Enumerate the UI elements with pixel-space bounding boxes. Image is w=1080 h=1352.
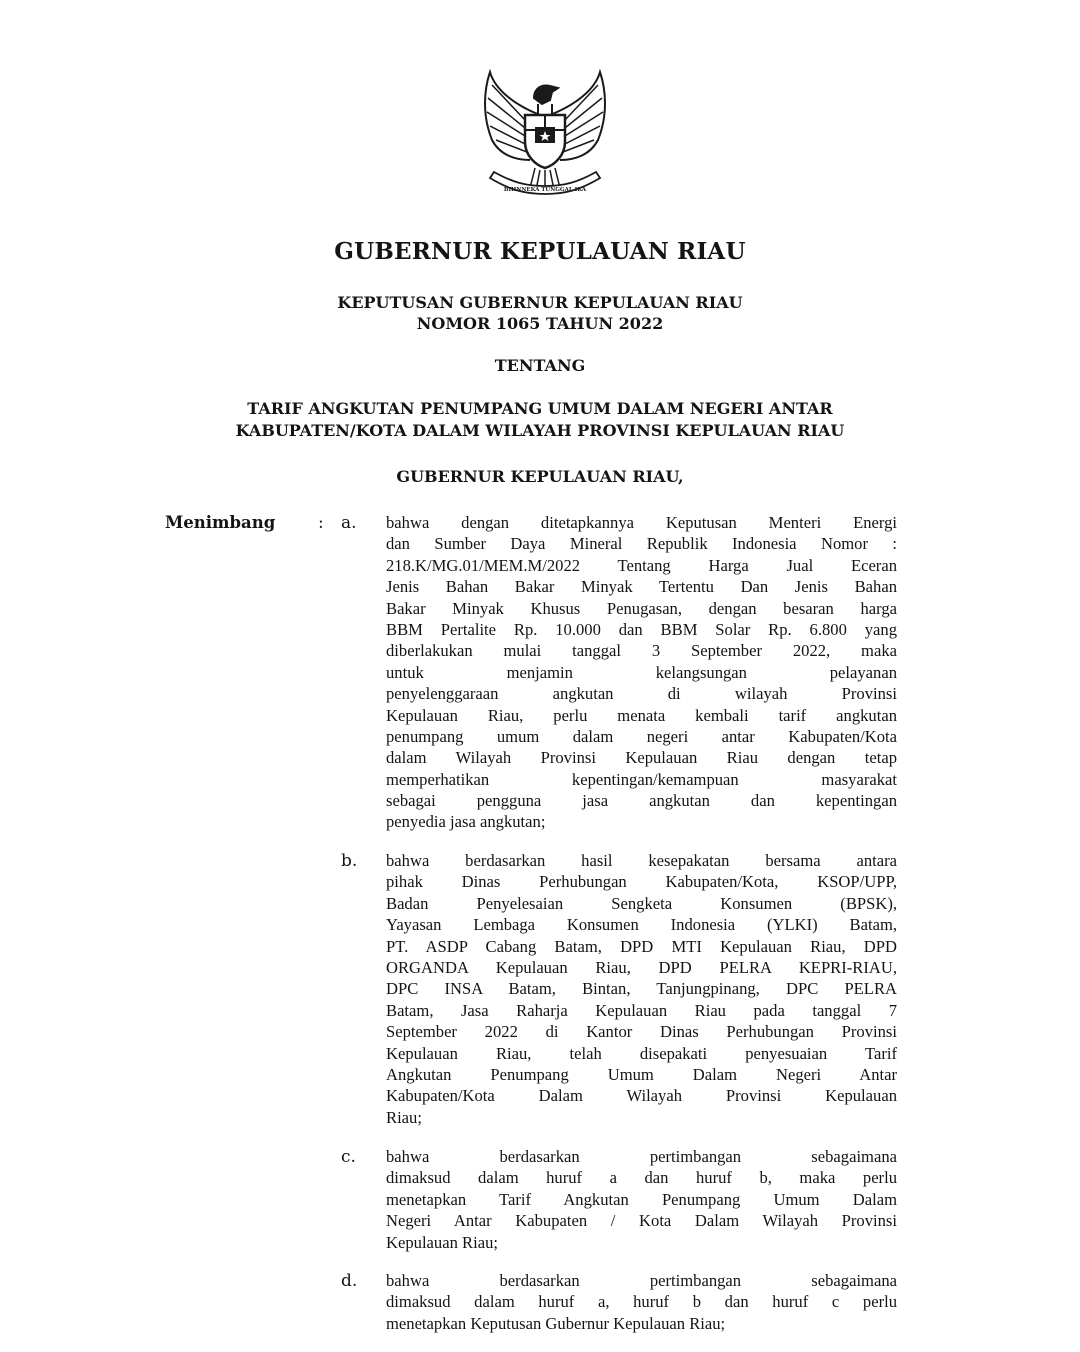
subject-line-2: KABUPATEN/KOTA DALAM WILAYAH PROVINSI KEPULAUAN RIAU (235, 421, 845, 440)
item-line: Riau; (386, 1107, 422, 1127)
subject-line-1: TARIF ANGKUTAN PENUMPANG UMUM DALAM NEGERI ANTAR (247, 399, 833, 418)
item-line: BBM Pertalite Rp. 10.000 dan BBM Solar Rp. 6.800 yang (386, 619, 897, 639)
item-line: PT. ASDP Cabang Batam, DPD MTI Kepulauan Riau, DPD (386, 936, 897, 956)
item-line: DPC INSA Batam, Bintan, Tanjungpinang, DPC PELRA (386, 979, 897, 999)
item-line: Kepulauan Riau, telah disepakati penyesuaian Tarif (386, 1043, 897, 1063)
item-line: dimaksud dalam huruf a dan huruf b, maka perlu (386, 1168, 897, 1188)
item-letter-c: c. (341, 1147, 356, 1167)
item-line: bahwa berdasarkan pertimbangan sebagaimana (386, 1147, 897, 1166)
item-line: Angkutan Penumpang Umum Dalam Negeri Antar (386, 1064, 897, 1084)
item-line: Batam, Jasa Raharja Kepulauan Riau pada tanggal 7 (386, 1000, 897, 1020)
decree-line-1: KEPUTUSAN GUBERNUR KEPULAUAN RIAU (337, 293, 743, 312)
item-letter-b: b. (341, 851, 358, 871)
menimbang-colon: : (318, 513, 324, 533)
subject-heading (0, 398, 1080, 442)
item-line: pihak Dinas Perhubungan Kabupaten/Kota, KSOP/UPP, (386, 872, 897, 892)
document-title: GUBERNUR KEPULAUAN RIAU (334, 238, 746, 265)
item-line: Negeri Antar Kabupaten / Kota Dalam Wilayah Provinsi (386, 1211, 897, 1231)
garuda-emblem-icon (470, 60, 620, 210)
item-line: Kepulauan Riau; (386, 1232, 498, 1252)
item-letter-a: a. (341, 513, 357, 533)
consideration-item-c (386, 1146, 897, 1253)
item-line: bahwa berdasarkan hasil kesepakatan bersama antara (386, 851, 897, 870)
item-line: penumpang umum dalam negeri antar Kabupaten/Kota (386, 726, 897, 746)
item-line: menetapkan Tarif Angkutan Penumpang Umum Dalam (386, 1189, 897, 1209)
item-line: bahwa berdasarkan pertimbangan sebagaimana (386, 1271, 897, 1290)
item-line: Badan Penyelesaian Sengketa Konsumen (BPSK), (386, 893, 897, 913)
issuer-heading: GUBERNUR KEPULAUAN RIAU, (396, 467, 684, 486)
consideration-item-b (386, 850, 897, 1128)
item-line: Kepulauan Riau, perlu menata kembali tarif angkutan (386, 705, 897, 725)
item-line: Yayasan Lembaga Konsumen Indonesia (YLKI) Batam, (386, 915, 897, 935)
item-line: penyelenggaraan angkutan di wilayah Provinsi (386, 684, 897, 704)
item-line: Kabupaten/Kota Dalam Wilayah Provinsi Kepulauan (386, 1086, 897, 1106)
item-line: dalam Wilayah Provinsi Kepulauan Riau dengan tetap (386, 748, 897, 768)
item-line: menetapkan Keputusan Gubernur Kepulauan Riau; (386, 1313, 726, 1333)
item-line: dan Sumber Daya Mineral Republik Indonesia Nomor : (386, 534, 897, 554)
item-line: Bakar Minyak Khusus Penugasan, dengan besaran harga (386, 598, 897, 618)
menimbang-label: Menimbang (165, 513, 276, 532)
emblem-motto: BHINNEKA TUNGGAL IKA (503, 187, 587, 193)
item-line: untuk menjamin kelangsungan pelayanan (386, 662, 897, 682)
item-line: penyedia jasa angkutan; (386, 812, 546, 832)
item-line: bahwa dengan ditetapkannya Keputusan Menteri Energi (386, 513, 897, 532)
item-line: ORGANDA Kepulauan Riau, DPD PELRA KEPRI-RIAU, (386, 957, 897, 977)
consideration-item-d (386, 1270, 897, 1334)
item-line: memperhatikan kepentingan/kemampuan masyarakat (386, 769, 897, 789)
decree-number: NOMOR 1065 TAHUN 2022 (416, 314, 664, 333)
decree-heading (0, 292, 1080, 334)
item-line: 218.K/MG.01/MEM.M/2022 Tentang Harga Jual Eceran (386, 555, 897, 575)
item-letter-d: d. (341, 1271, 358, 1291)
item-line: sebagai pengguna jasa angkutan dan kepentingan (386, 791, 897, 811)
item-line: dimaksud dalam huruf a, huruf b dan huruf c perlu (386, 1292, 897, 1312)
item-line: September 2022 di Kantor Dinas Perhubungan Provinsi (386, 1022, 897, 1042)
item-line: Jenis Bahan Bakar Minyak Tertentu Dan Jenis Bahan (386, 577, 897, 597)
item-line: diberlakukan mulai tanggal 3 September 2022, maka (386, 641, 897, 661)
consideration-item-a (386, 512, 897, 833)
tentang-heading: TENTANG (494, 356, 586, 375)
